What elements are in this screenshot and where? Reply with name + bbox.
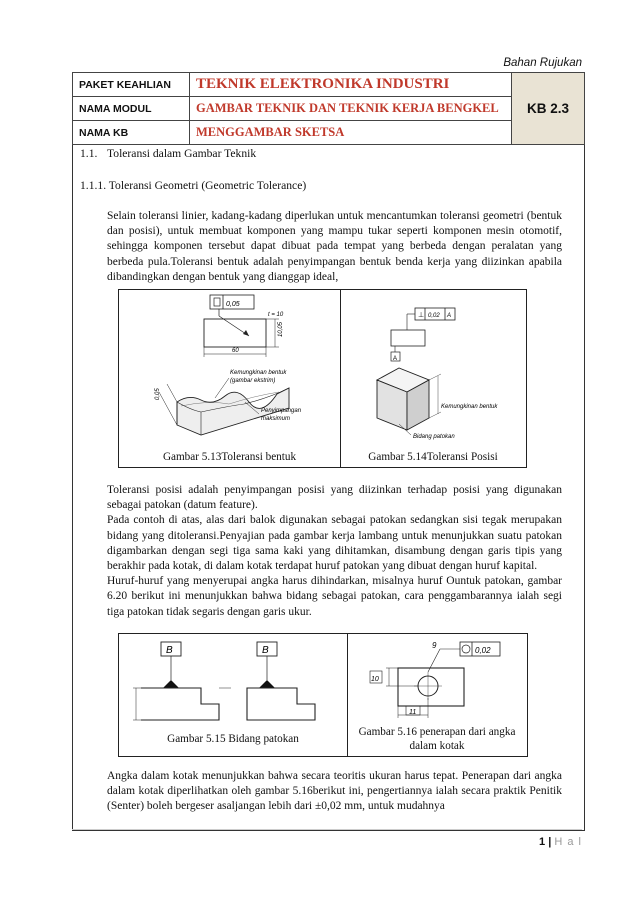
fig2-note-2: Bidang patokan [413,434,455,440]
info-table [72,72,585,145]
paragraph-datum-1: Toleransi posisi adalah penyimpangan posisi yang diizinkan terhadap posisi yang digunakan sebagai patokan (datum feature). [107,484,562,512]
fig4-dim-11: 11 [409,709,417,716]
figure-box-2 [118,633,528,757]
footer [539,836,582,848]
footer-line [72,829,582,830]
fig4-dim-9: 9 [432,641,437,650]
boxed-dimension-drawing [348,634,526,724]
fig3-letter-2: B [262,645,269,656]
fig1-note-3: Penyimpangan [261,408,302,414]
paragraph-intro [107,209,562,285]
footer-separator: | [548,836,552,848]
subsection-title: 1.1.1. Toleransi Geometri (Geometric Tolerance) [80,179,307,192]
modul-label: NAMA MODUL [73,97,190,121]
footer-hal: H a l [554,836,582,848]
section-title: Toleransi dalam Gambar Teknik [107,147,257,160]
position-tolerance-drawing [341,290,525,440]
fig1-dim-t: t = 10 [268,312,284,318]
paragraph-datum [107,483,562,620]
fig1-note-2: (gambar ekstrim) [230,378,276,384]
paragraph-boxed-text: Angka dalam kotak menunjukkan bahwa secara teoritis ukuran harus tepat. Penerapan dari angka dalam kotak diperlihatkan oleh gambar 5.16berikut ini, pengertiannya ialah secara praktik Penitik (Senter) boleh bergeser asaljangan lebih dari ±0,02 mm, untuk mudahnya [107,770,562,813]
caption-5-14: Gambar 5.14Toleransi Posisi [368,451,498,463]
caption-5-16: Gambar 5.16 penerapan dari angka dalam kotak [358,726,516,752]
figure-box-1 [118,289,527,468]
fig1-note-4: maksimum [261,416,291,422]
page-number: 1 [539,836,546,848]
fig1-dim-dev: 0,05 [155,388,161,400]
paragraph-datum-2: Pada contoh di atas, alas dari balok digunakan sebagai patokan sedangkan sisi tegak merupakan bidang yang ditoleransi.Penyajian pada gambar kerja lambang untuk menunjukkan suatu patokan digambarkan dengan segi tiga sama kaki yang dihitamkan, disambung dengan garis tipis yang berakhir pada kotak, di dalam kotak terdapat huruf patokan yang dibuat dengan huruf kapital. [107,514,562,573]
fig1-note-1: Kemungkinan bentuk [230,370,287,376]
fig1-frame-text: 0,05 [226,301,240,308]
datum-plane-drawing [119,634,347,730]
fig1-dim-width: 60 [232,348,239,354]
caption-5-15: Gambar 5.15 Bidang patokan [167,733,299,745]
fig1-dim-h: 10,05 [278,321,284,337]
kb-value: MENGGAMBAR SKETSA [190,121,512,145]
fig3-letter-1: B [166,645,173,656]
caption-5-13: Gambar 5.13Toleransi bentuk [162,451,297,463]
fig2-note-1: Kemungkinan bentuk [441,404,498,410]
paragraph-intro-text: Selain toleransi linier, kadang-kadang diperlukan untuk mencantumkan toleransi geometri (bentuk dan posisi), untuk membuat komponen yang mampu tukar seperti komponen mesin otomotif, sehingga komponen tersebut dapat dibuat pada tempat yang berbeda dengan peralatan yang berbeda pula.Toleransi bentuk adalah penyimpangan bentuk benda kerja yang diizinkan apabila dibandingkan dengan bentuk yang dianggap ideal, [107,210,562,283]
fig2-frame-ref: A [447,313,452,319]
paragraph-boxed [107,769,562,815]
fig4-dim-10: 10 [371,676,379,683]
form-tolerance-drawing [119,290,340,440]
paragraph-datum-3: Huruf-huruf yang menyerupai angka harus dihindarkan, misalnya huruf Ountuk patokan, gambar 6.20 berikut ini menunjukkan bahwa bidang sebagai patokan, cara penggambarannya ialah segi tiga patokan tidak segaris dengan garis ukur. [107,575,562,618]
paket-label: PAKET KEAHLIAN [73,73,190,97]
svg-text:⊥: ⊥ [418,312,425,319]
kb-code: KB 2.3 [512,73,585,145]
paket-value: TEKNIK ELEKTRONIKA INDUSTRI [190,73,512,97]
fig4-value: 0,02 [475,646,491,655]
header-label: Bahan Rujukan [503,57,582,69]
fig2-datum: A [393,356,398,362]
kb-label: NAMA KB [73,121,190,145]
section-number: 1.1. [80,147,98,160]
fig2-frame-val: 0,02 [428,313,440,319]
modul-value: GAMBAR TEKNIK DAN TEKNIK KERJA BENGKEL [190,97,512,121]
